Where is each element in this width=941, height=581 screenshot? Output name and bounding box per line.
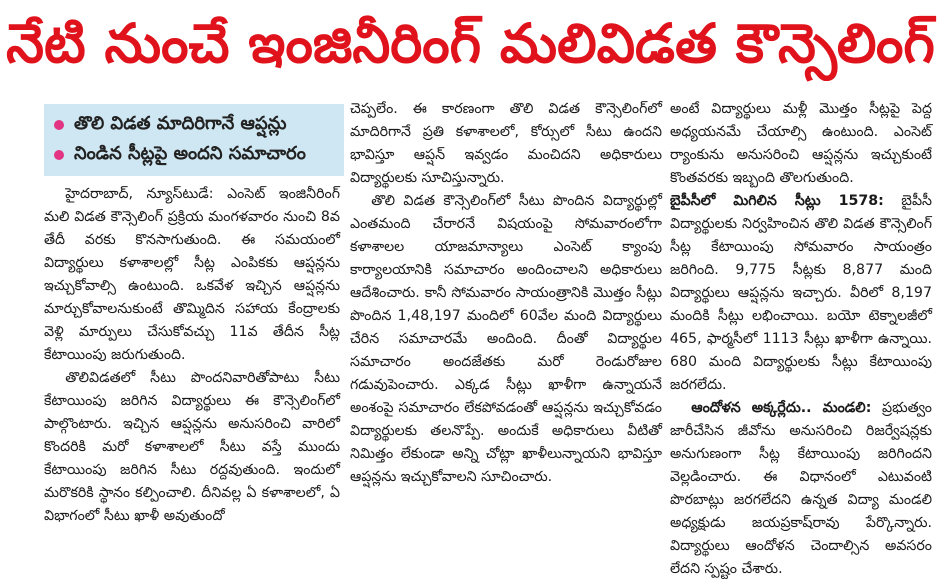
column-1 <box>44 183 340 528</box>
headline: నేటి నుంచే ఇంజినీరింగ్ మలివిడత కౌన్సెలింగ్ <box>6 11 935 75</box>
paragraph: అంటే విద్యార్థులు మళ్లీ మొత్తం సీట్లపై పెద్ద అధ్యయనమే చేయాల్సి ఉంటుంది. ఎంసెట్ ర్యాంకును అనుసరించి ఆప్షన్లను ఇచ్చుకుంటే కొంతవరకు ఇబ్బంది తొలగుతుంది. <box>670 101 932 186</box>
paragraph-text: ప్రభుత్వం జారీచేసిన జీవోను అనుసరించి రిజర్వేషన్లకు అనుగుణంగా సీట్ల కేటాయింపు జరిగిందని వెల్లడించారు. ఈ విధానంలో ఎటువంటి పొరబాట్లు జరగలేదని ఉన్నత విద్యా మండలి అధ్యక్షుడు జయప్రకాష్‌రావు పేర్కొన్నారు. విద్యార్థులు ఆందోళన చెందాల్సిన అవసరం లేదని స్పష్టం చేశారు. <box>670 400 932 577</box>
subheading: ఆందోళన అక్కర్లేదు.. మండలి: <box>691 400 872 416</box>
paragraph: తొలి విడత కౌన్సెలింగ్‌లో సీటు పొందిన విద్యార్థుల్లో ఎంతమంది చేరారనే విషయంపై సోమవారంలోగా కళాశాలల యాజమాన్యాలు ఎంసెట్ క్యాంపు కార్యాలయానికి సమాచారం అందించాలని అధికారులు ఆదేశించారు. కానీ సోమవారం సాయంత్రానికి మొత్తం సీట్లు పొందిన 1,48,197 మందిలో 60వేల మంది విద్యార్థులు చేరిన సమాచారమే అందింది. దీంతో విద్యార్థుల సమాచారం అందజేతకు మరో రెండురోజుల గడువుపెంచారు. ఎక్కడ సీట్లు ఖాళీగా ఉన్నాయనే అంశంపై సమాచారం లేకపోవడంతో ఆప్షన్లను ఇచ్చుకోవడం విద్యార్థులకు తలనొప్పే. అందుకే అధికారులు వీటితో నిమిత్తం లేకుండా అన్ని చోట్లా ఖాళీలున్నాయని భావిస్తూ ఆప్షన్లను ఇచ్చుకోవాలని సూచించారు. <box>350 193 662 485</box>
paragraph-text: బైపీసీ విద్యార్థులకు నిర్వహించిన తొలి విడత కౌన్సెలింగ్ సీట్ల కేటాయింపు సోమవారం సాయంత్రం జరిగింది. 9,775 సీట్లకు 8,877 మంది విద్యార్థులు ఆప్షన్లను ఇచ్చారు. వీరిలో 8,197 మందికి సీట్లు లభించాయి. బయో టెక్నాలజీలో 465, ఫార్మసీలో 1113 సీట్లు ఖాళీగా ఉన్నాయి. 680 మంది విద్యార్థులకు సీట్లు కేటాయింపు జరగలేదు. <box>670 193 932 393</box>
bullet-icon <box>54 120 64 130</box>
subheading: బైపీసీలో మిగిలిన సీట్లు 1578: <box>670 193 884 209</box>
paragraph: చెప్పలేం. ఈ కారణంగా తొలి విడత కౌన్సెలింగ్‌లో మాదిరిగానే ప్రతి కళాశాలలో, కోర్సులో సీటు ఉందని భావిస్తూ ఆప్షన్ ఇవ్వడం మంచిదని అధికారులు విద్యార్థులకు సూచిస్తున్నారు. <box>350 101 662 186</box>
highlight-text: నిండిన సీట్లపై అందని సమాచారం <box>74 142 306 164</box>
paragraph: హైదరాబాద్, న్యూస్‌టుడే: ఎంసెట్ ఇంజినీరింగ్ మలి విడత కౌన్సెలింగ్ ప్రక్రియ మంగళవారం నుంచి 8వ తేదీ వరకు కొనసాగుతుంది. ఈ సమయంలో విద్యార్థులు కళాశాలల్లో సీట్ల ఎంపికకు ఆప్షన్లను ఇచ్చుకోవాల్సి ఉంటుంది. ఒకవేళ ఇచ్చిన ఆప్షన్లను మార్చుకోవాలనుకుంటే తొమ్మిదిన సహాయ కేంద్రాలకు వెళ్లి మార్పులు చేసుకోవచ్చు 11వ తేదీన సీట్ల కేటాయింపు జరుగుతుంది. <box>44 186 340 363</box>
bullet-icon <box>54 150 64 160</box>
column-3 <box>670 98 932 577</box>
column-2 <box>350 98 662 530</box>
highlight-item <box>54 140 334 170</box>
paragraph <box>670 190 932 397</box>
paragraph: తొలివిడతలో సీటు పొందనివారితోపాటు సీటు కేటాయింపు జరిగిన విద్యార్థులు ఈ కౌన్సెలింగ్‌లో పాల్గొంటారు. ఇచ్చిన ఆప్షన్లను అనుసరించి వారిలో కొందరికి మరో కళాశాలలో సీటు వస్తే ముందు కేటాయింపు జరిగిన సీటు రద్దవుతుంది. ఇందులో మరొకరికి స్థానం కల్పించాలి. దీనివల్ల ఏ కళాశాలలో, ఏ విభాగంలో సీటు ఖాళీ అవుతుందో <box>44 370 340 524</box>
highlight-item <box>54 110 334 140</box>
paragraph <box>670 397 932 581</box>
highlight-text: తొలి విడత మాదిరిగానే ఆప్షన్లు <box>74 112 287 134</box>
highlights-box <box>44 104 344 176</box>
